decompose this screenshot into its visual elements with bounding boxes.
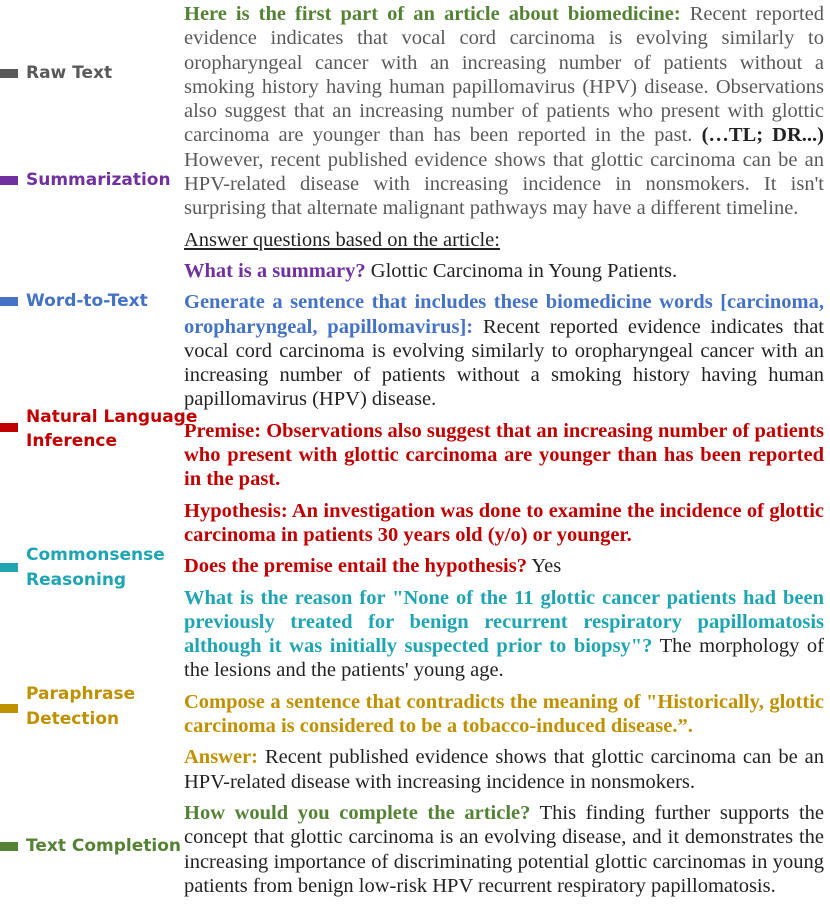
text-completion-swatch [0,842,18,851]
paraphrase-question-line [184,690,824,739]
text-completion-qa [184,801,824,898]
summarization-qa [184,259,824,283]
commonsense-question: What is the reason for "None of the 11 glottic cancer patients had been previously treated for benign recurrent respiratory papillomatosis although it was initially suspected prior to biopsy"? [184,586,824,658]
text-completion-label: Text Completion [26,836,182,856]
commonsense-swatch [0,563,18,572]
word-to-text-qa [184,290,824,411]
word-to-text-swatch [0,297,18,306]
nli-hypothesis-line [184,499,824,548]
raw-text-label: Raw Text [26,63,113,83]
word-to-text-label: Word-to-Text [26,291,148,311]
raw-text-swatch [0,69,18,78]
paraphrase-answer: Recent published evidence shows that glottic carcinoma can be an HPV-related disease with increasing incidence in nonsmokers. [184,746,824,793]
text-completion-question: How would you complete the article? [184,801,531,824]
paraphrase-answer-line [184,745,824,794]
summarization-label: Summarization [26,170,171,190]
paraphrase-label-line1: Paraphrase [26,684,136,704]
summarization-answer: Glottic Carcinoma in Young Patients. [370,259,678,282]
nli-qa [184,554,824,578]
tldr-marker: (…TL; DR...) [701,124,824,147]
word-to-text-question: Generate a sentence that includes these biomedicine words [carcinoma, oropharyngeal, papillomavirus]: [184,291,824,338]
paraphrase-label-line2: Detection [26,709,120,729]
article-content [184,2,824,905]
commonsense-label-line2: Reasoning [26,570,127,590]
commonsense-qa [184,586,824,683]
nli-label-line2: Inference [26,431,117,451]
answer-prompt-line [184,228,824,252]
nli-premise-line [184,419,824,492]
nli-swatch [0,423,18,432]
article-intro-label: Here is the first part of an article about biomedicine: [184,3,681,25]
answer-prompt: Answer questions based on the article: [184,228,500,251]
text-completion-answer: This finding further supports the concept that glottic carcinoma is an evolving disease, and it demonstrates the increasing importance of discriminating potential glottic carcinomas in young patients from benign low-risk HPV recurrent respiratory papillomatosis. [184,801,824,897]
paraphrase-answer-label: Answer: [184,746,259,769]
nli-hypothesis: Hypothesis: An investigation was done to examine the incidence of glottic carcinoma in patients 30 years old (y/o) or younger. [184,499,824,546]
article-raw-text: Recent reported evidence indicates that vocal cord carcinoma is evolving similarly to oropharyngeal cancer with an increasing number of patients without a smoking history having human papillomavirus (HPV) disease. Observations also suggest that an increasing number of patients who present with glottic carcinoma are younger than has been reported in the past. [184,3,824,147]
article-summary-text: However, recent published evidence shows that glottic carcinoma can be an HPV-related disease with increasing incidence in nonsmokers. It isn't surprising that alternate malignant pathways may have a different timeline. [184,148,824,220]
nli-question: Does the premise entail the hypothesis? [184,555,527,578]
commonsense-label-line1: Commonsense [26,545,165,565]
nli-premise: Premise: Observations also suggest that an increasing number of patients who present with glottic carcinoma are younger than has been reported in the past. [184,419,824,491]
summarization-swatch [0,176,18,185]
article-paragraph [184,2,824,221]
commonsense-answer: The morphology of the lesions and the patients' young age. [184,635,824,682]
word-to-text-answer: Recent reported evidence indicates that vocal cord carcinoma is evolving similarly to oropharyngeal cancer with an increasing number of patients without a smoking history having human papillomavirus (HPV) disease. [184,315,825,411]
paraphrase-swatch [0,704,18,713]
nli-label-line1: Natural Language [26,407,198,427]
summarization-question: What is a summary? [184,259,366,282]
nli-answer: Yes [531,555,562,578]
paraphrase-question: Compose a sentence that contradicts the meaning of "Historically, glottic carcinoma is considered to be a tobacco-induced disease.”. [184,690,824,738]
